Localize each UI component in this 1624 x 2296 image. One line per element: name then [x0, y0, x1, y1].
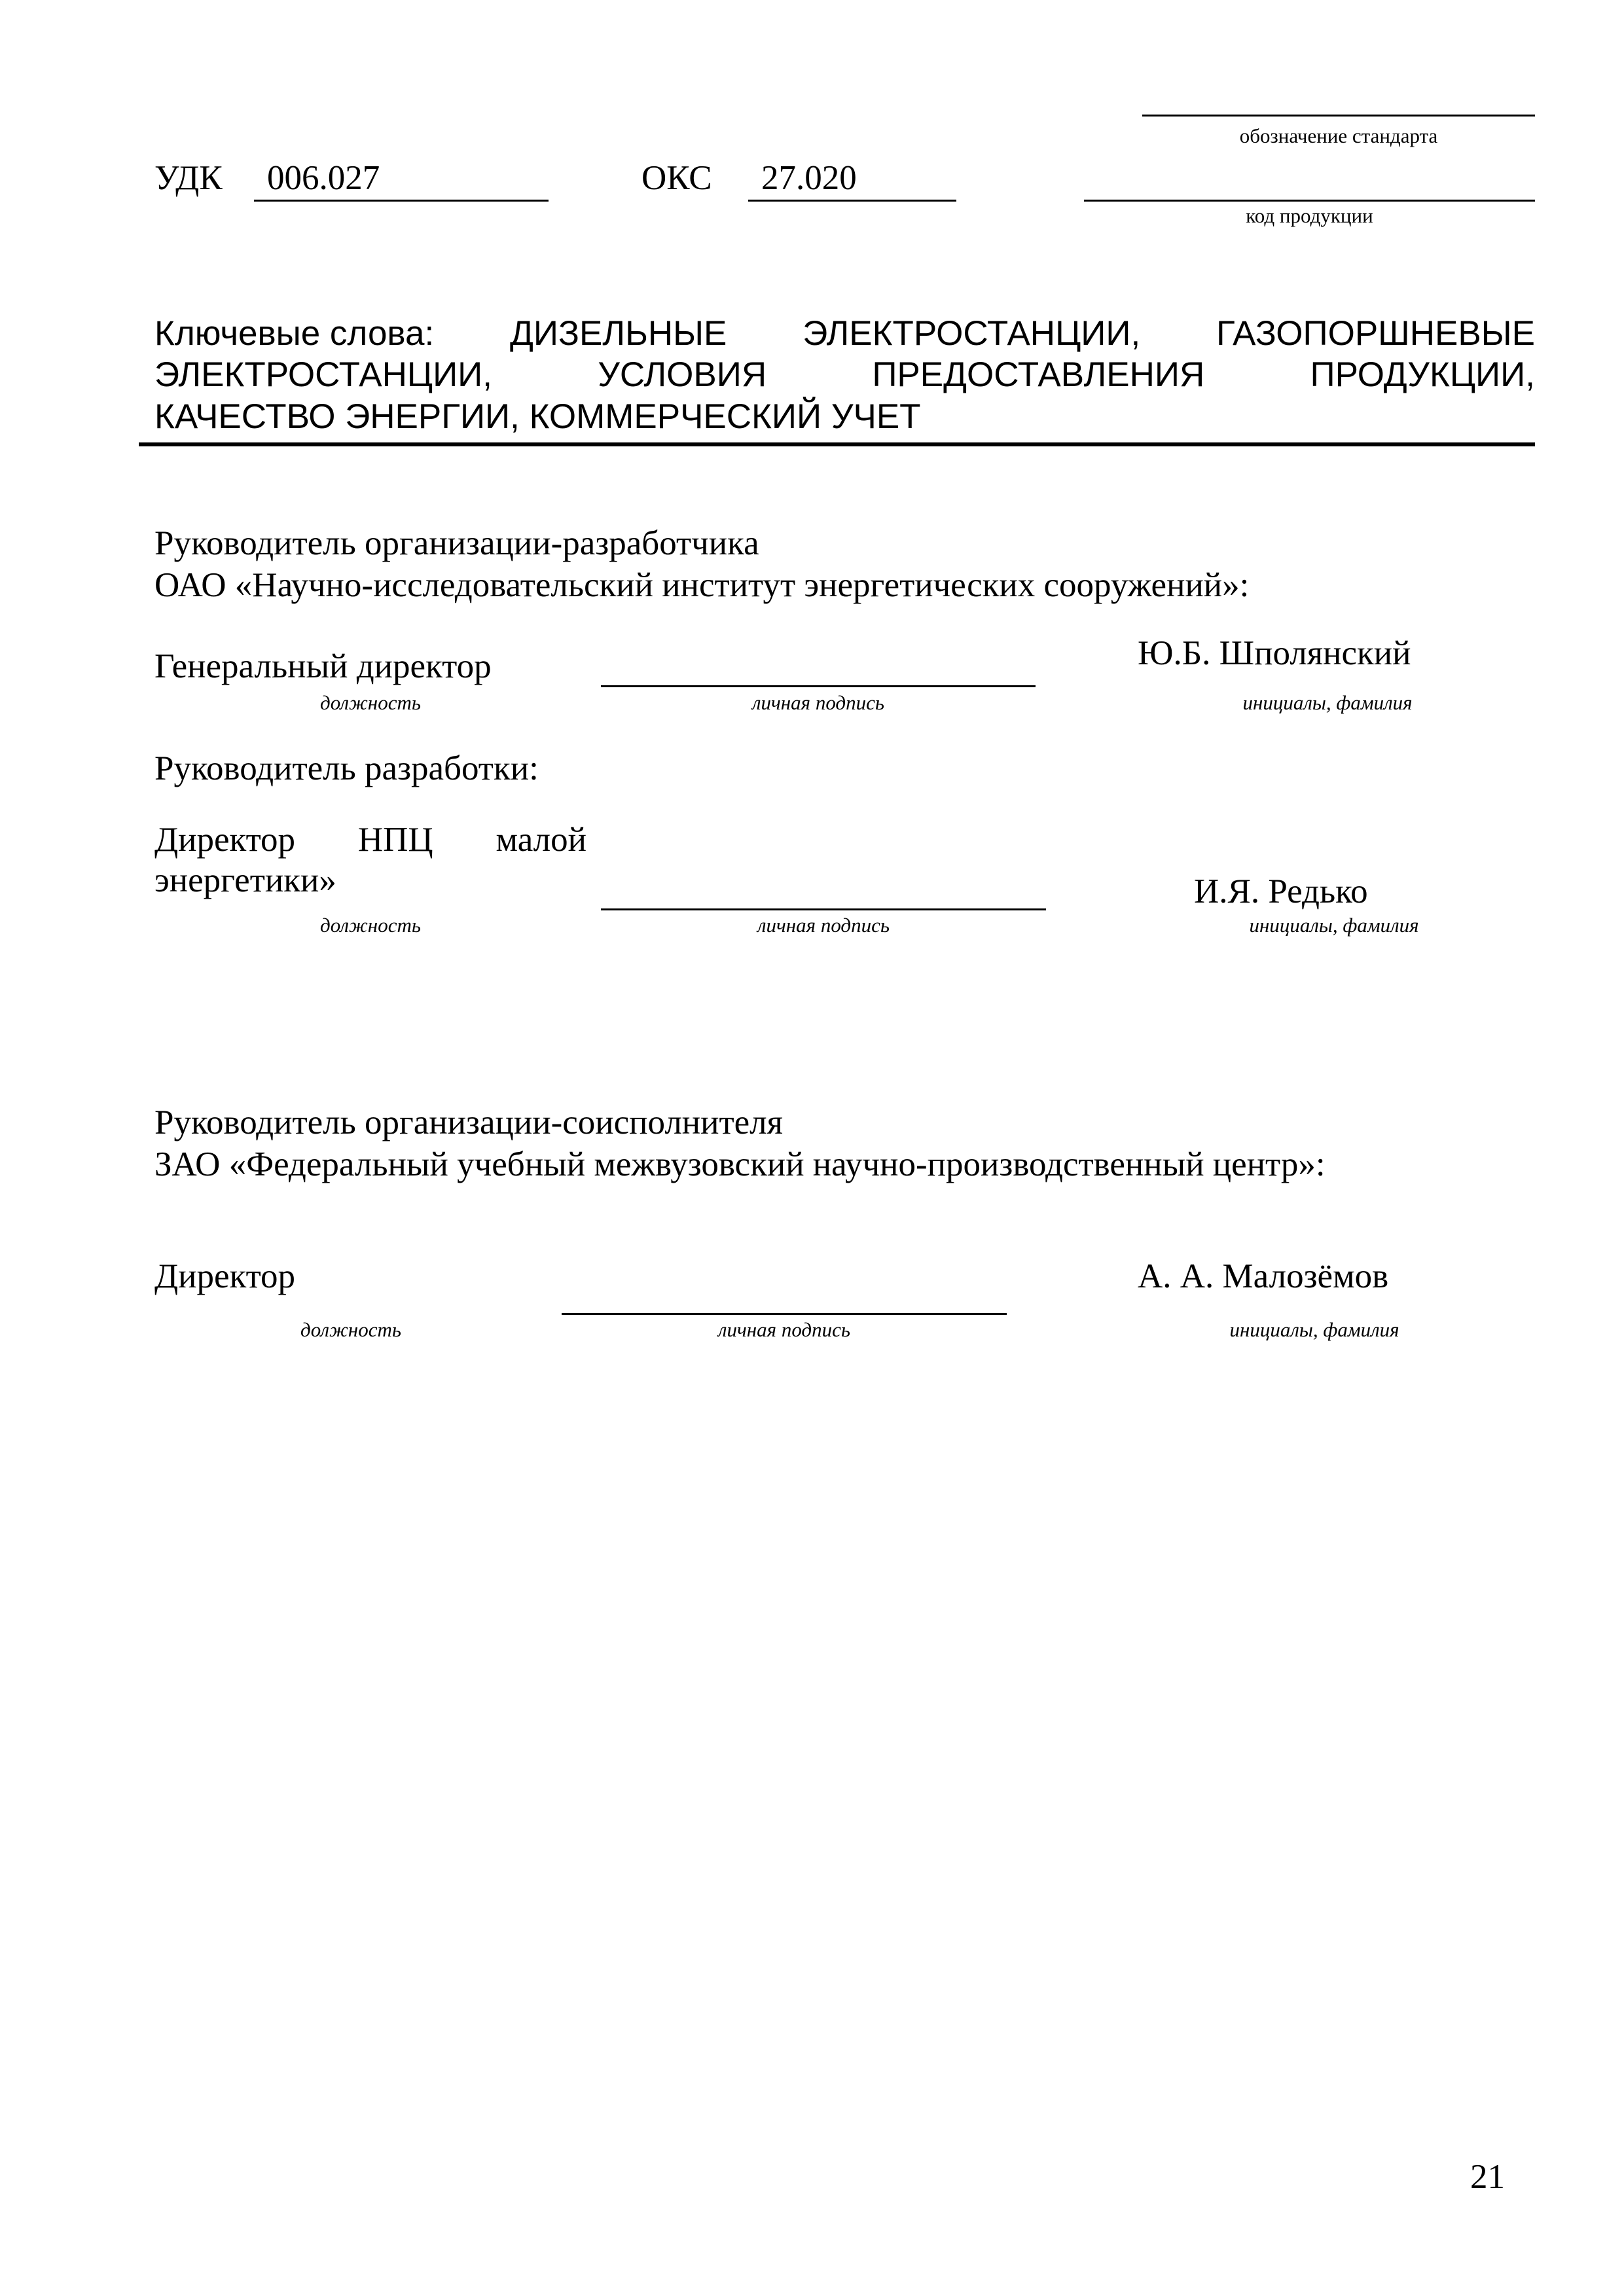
developer-heading: Руководитель организации-разработчика [154, 524, 759, 562]
keyword-word: ЭЛЕКТРОСТАНЦИИ, [154, 355, 492, 394]
position-word: НПЦ [357, 821, 433, 859]
dev-lead-position-line-2: энергетики» [154, 861, 336, 899]
position-word: Директор [154, 821, 296, 859]
keywords-label: Ключевые слова: [154, 314, 435, 353]
name-caption: инициалы, фамилия [1229, 1318, 1399, 1341]
oks-value: 27.020 [761, 159, 857, 197]
developer-position: Генеральный директор [154, 647, 492, 685]
signature-caption: личная подпись [752, 691, 884, 714]
keyword-word: ГАЗОПОРШНЕВЫЕ [1216, 314, 1535, 353]
product-code-caption: код продукции [1246, 204, 1373, 227]
page-number: 21 [1470, 2158, 1505, 2196]
co-executor-heading: Руководитель организации-соисполнителя [154, 1103, 784, 1141]
product-code-line [1084, 200, 1535, 202]
standard-designation-caption: обозначение стандарта [1239, 124, 1438, 147]
dev-lead-name: И.Я. Редько [1194, 872, 1368, 910]
keyword-word: УСЛОВИЯ [598, 355, 767, 394]
standard-designation-line [1142, 115, 1535, 117]
co-executor-position: Директор [154, 1257, 296, 1295]
udk-value: 006.027 [267, 159, 380, 197]
dev-lead-heading: Руководитель разработки: [154, 749, 539, 787]
udk-line [254, 200, 549, 202]
udk-label: УДК [154, 159, 223, 197]
co-executor-org: ЗАО «Федеральный учебный межвузовский научно-производственный центр»: [154, 1145, 1326, 1183]
co-executor-signature-line [562, 1313, 1007, 1315]
name-caption: инициалы, фамилия [1242, 691, 1413, 714]
keywords-line-3: КАЧЕСТВО ЭНЕРГИИ, КОММЕРЧЕСКИЙ УЧЕТ [154, 397, 921, 436]
co-executor-name: А. А. Малозёмов [1138, 1257, 1389, 1295]
oks-line [748, 200, 956, 202]
developer-signature-line [601, 685, 1036, 687]
developer-org: ОАО «Научно-исследовательский институт энергетических сооружений»: [154, 566, 1250, 604]
position-caption: должность [300, 1318, 401, 1341]
keyword-word: ПРОДУКЦИИ, [1310, 355, 1535, 394]
signature-caption: личная подпись [757, 914, 890, 937]
position-caption: должность [320, 914, 421, 937]
dev-lead-position-line-1 [154, 819, 586, 861]
name-caption: инициалы, фамилия [1249, 914, 1419, 937]
signature-caption: личная подпись [718, 1318, 850, 1341]
position-word: малой [496, 821, 586, 859]
oks-label: ОКС [641, 159, 712, 197]
keywords-underline [139, 442, 1535, 446]
keywords-line-1 [154, 313, 1535, 355]
dev-lead-signature-line [601, 908, 1046, 910]
keyword-word: ДИЗЕЛЬНЫЕ [509, 314, 727, 353]
position-caption: должность [320, 691, 421, 714]
keyword-word: ПРЕДОСТАВЛЕНИЯ [872, 355, 1205, 394]
developer-name: Ю.Б. Шполянский [1138, 634, 1411, 672]
keyword-word: ЭЛЕКТРОСТАНЦИИ, [803, 314, 1141, 353]
keywords-line-2 [154, 354, 1535, 396]
